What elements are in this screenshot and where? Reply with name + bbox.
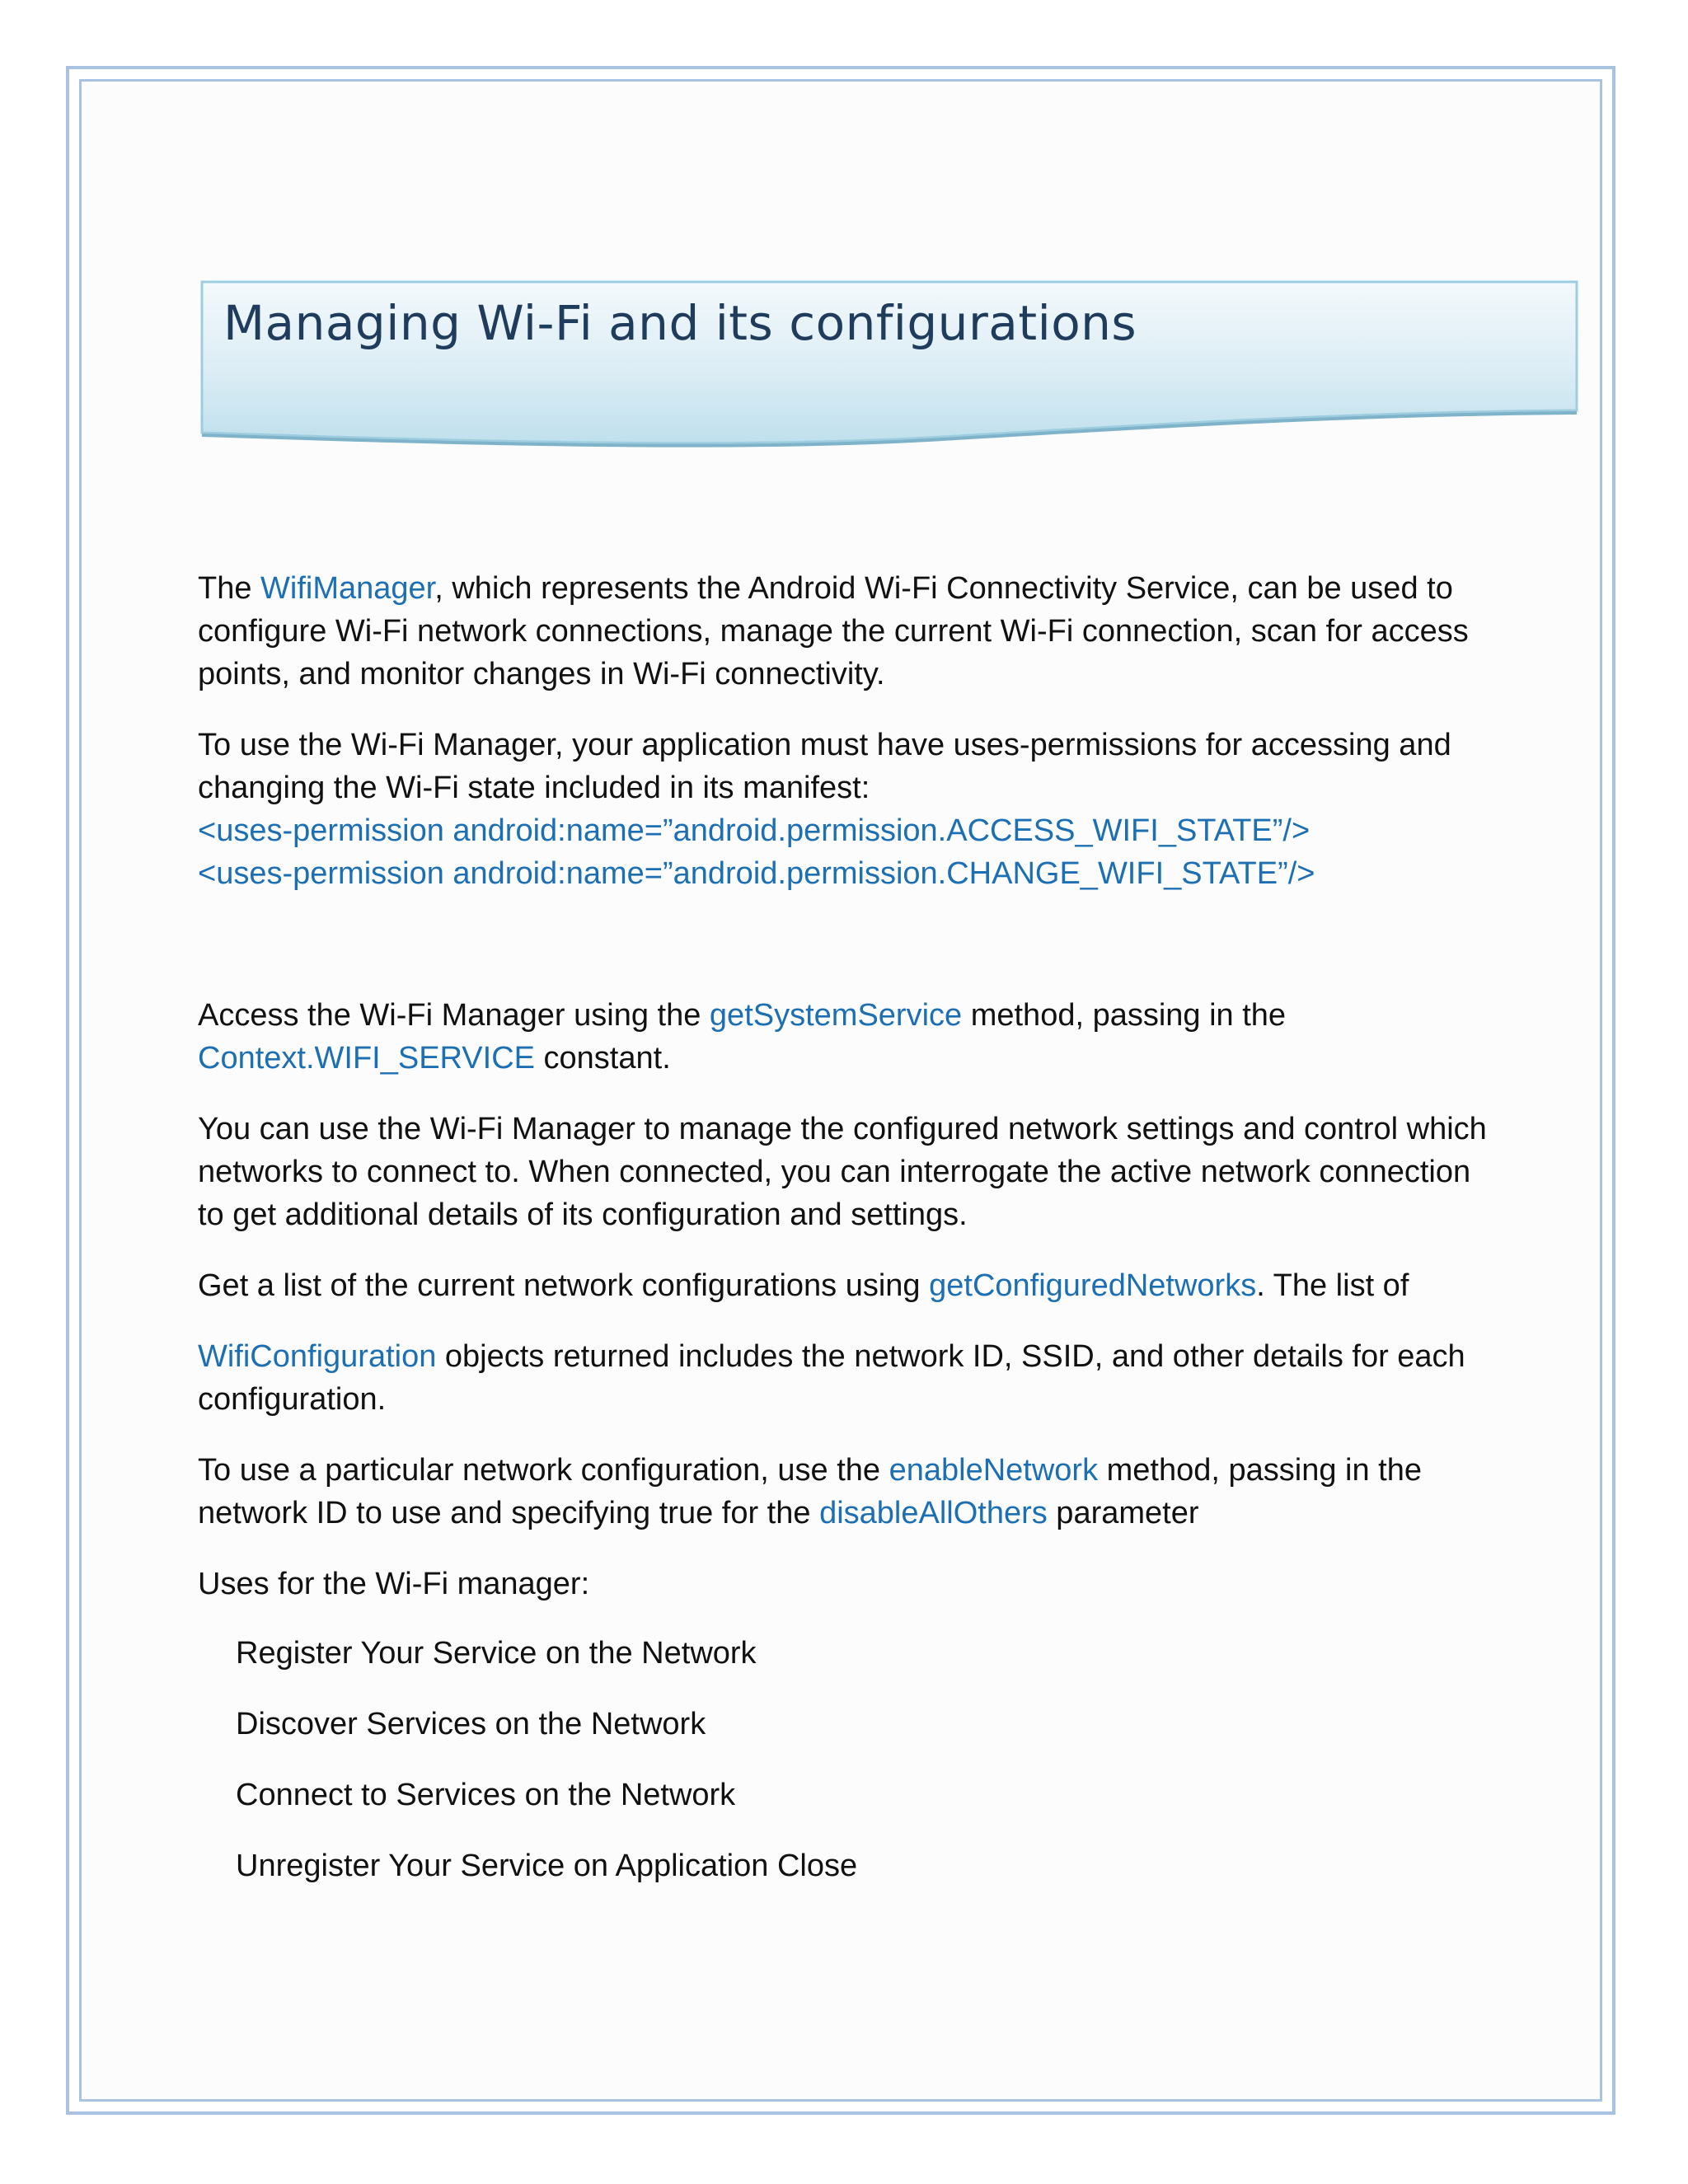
uses-heading: Uses for the Wi-Fi manager: [198,1567,590,1601]
enablenetwork-link[interactable]: enableNetwork [889,1453,1099,1488]
paragraph-permissions: To use the Wi-Fi Manager, your application must have uses-permissions for accessing and changing the Wi-Fi state included in its manifest: [198,728,1451,805]
disableallothers-link[interactable]: disableAllOthers [819,1496,1048,1530]
wifi-service-link[interactable]: Context.WIFI_SERVICE [198,1041,535,1076]
getconfigurednetworks-link[interactable]: getConfiguredNetworks [929,1268,1257,1303]
getsystemservice-link[interactable]: getSystemService [709,998,963,1033]
paragraph-wifimanager-intro [198,567,1500,696]
text-span: To use a particular network configuration, use the [198,1453,889,1488]
document-body [198,567,1500,1915]
paragraph-access-manager [198,994,1500,1080]
text-span: objects returned includes the network ID, SSID, and other details for each configuration. [198,1339,1465,1417]
text-span: . The list of [1256,1268,1409,1303]
list-item: Discover Services on the Network [236,1707,706,1741]
paragraph-wificonfiguration [198,1335,1500,1421]
paragraph-configured-networks [198,1264,1500,1307]
page-title: Managing Wi-Fi and its configurations [223,295,1137,351]
uses-list [198,1632,1500,1887]
list-item: Unregister Your Service on Application Close [236,1849,858,1883]
wificonfiguration-link[interactable]: WifiConfiguration [198,1339,437,1374]
text-span: Access the Wi-Fi Manager using the [198,998,710,1033]
text-span: The [198,571,261,606]
text-span: method, passing in the [962,998,1287,1033]
code-change-wifi-state: <uses-permission android:name=”android.permission.CHANGE_WIFI_STATE”/> [198,856,1315,891]
text-span: parameter [1047,1496,1199,1530]
paragraph-manage-networks: You can use the Wi-Fi Manager to manage the configured network settings and control which networks to connect to. When connected, you can interrogate the active network connection to get additional details of its configuration and settings. [198,1112,1487,1232]
paragraph-enable-network [198,1449,1500,1535]
list-item: Connect to Services on the Network [236,1778,736,1812]
wifimanager-link[interactable]: WifiManager [260,571,435,606]
text-span: constant. [534,1041,671,1076]
text-span: , which represents the Android Wi-Fi Connectivity Service, can be used to configure Wi-Fi network connections, manage the current Wi-Fi connection, scan for access points, and monitor changes in Wi-Fi connectivity. [198,571,1469,691]
code-access-wifi-state: <uses-permission android:name=”android.permission.ACCESS_WIFI_STATE”/> [198,813,1311,848]
title-banner [200,280,1578,449]
list-item: Register Your Service on the Network [236,1636,757,1671]
text-span: Get a list of the current network configurations using [198,1268,930,1303]
text-span: method, passing in the network ID to use and specifying true for the [198,1453,1422,1530]
